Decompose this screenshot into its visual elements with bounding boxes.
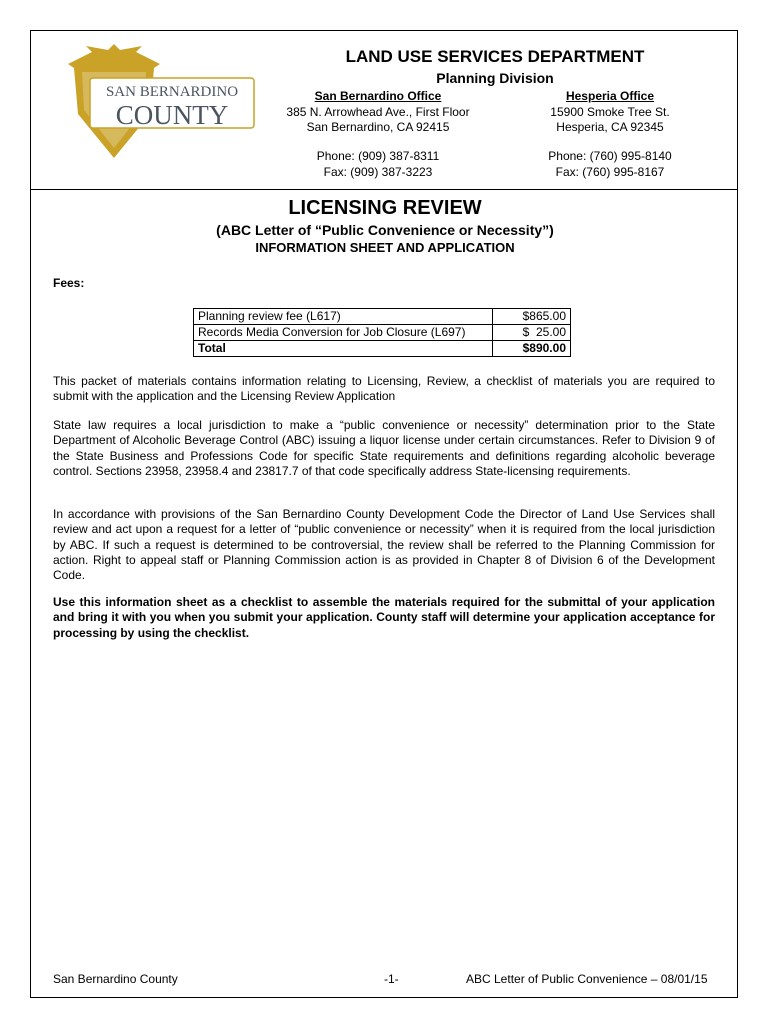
table-row [194, 309, 571, 325]
office-san-bernardino [268, 89, 488, 136]
office-hesperia [500, 89, 720, 136]
fee-total-amount: $890.00 [493, 341, 571, 357]
fee-amount: $865.00 [493, 309, 571, 325]
fee-description: Planning review fee (L617) [194, 309, 493, 325]
table-row [194, 325, 571, 341]
logo-line2: COUNTY [115, 100, 229, 130]
page-title: LICENSING REVIEW [288, 197, 482, 219]
paragraph-development-code: In accordance with provisions of the San Bernardino County Development Code the Director of Land Use Services shall review and act upon a request for a letter of “public convenience or necessity” when it is required from the local jurisdiction by ABC. If such a request is determined to be controversial, the review shall be referred to the Planning Commission for action. Right to appeal staff or Planning Commission action is as provided in Chapter 8 of Division 6 of the Development Code. [53, 507, 715, 583]
fee-description: Records Media Conversion for Job Closure (L697) [194, 325, 493, 341]
paragraph-checklist-instruction: Use this information sheet as a checklist to assemble the materials required for the submittal of your application and bring it with you when you submit your application. County staff will determine your application acceptance for processing by using the checklist. [53, 595, 715, 640]
paragraph-state-law: State law requires a local jurisdiction to make a “public convenience or necessity” determination prior to the State Department of Alcoholic Beverage Control (ABC) issuing a liquor license under certain circumstances. Refer to Division 9 of the State Business and Professions Code for specific State requirements and definitions regarding alcoholic beverage control. Sections 23958, 23958.4 and 23817.7 of that code specifically address State-licensing requirements. [53, 418, 715, 478]
office-phone: Phone: (909) 387-8311 [316, 149, 440, 163]
fees-label: Fees: [53, 276, 85, 290]
office-fax: Fax: (909) 387-3223 [323, 164, 433, 179]
page-subtitle-2: INFORMATION SHEET AND APPLICATION [255, 240, 515, 255]
office-address1: 385 N. Arrowhead Ave., First Floor [286, 104, 470, 119]
office-hesperia-contact [500, 149, 720, 180]
office-address2: Hesperia, CA 92345 [556, 120, 664, 134]
page-subtitle: (ABC Letter of “Public Convenience or Necessity”) [216, 222, 554, 238]
footer-page-number: -1- [384, 972, 399, 986]
office-fax: Fax: (760) 995-8167 [555, 164, 665, 179]
footer-left: San Bernardino County [53, 972, 178, 986]
county-logo [50, 44, 255, 162]
table-row-total [194, 341, 571, 357]
paragraph-intro: This packet of materials contains information relating to Licensing, Review, a checklist of materials you are required to submit with the application and the Licensing Review Application [53, 374, 715, 404]
office-name: Hesperia Office [565, 89, 655, 103]
division-name: Planning Division [436, 70, 554, 86]
department-name: LAND USE SERVICES DEPARTMENT [345, 47, 645, 66]
header-divider [30, 189, 738, 190]
fees-table [193, 308, 571, 357]
logo-line1: SAN BERNARDINO [105, 84, 239, 100]
fee-amount: $ 25.00 [493, 325, 571, 341]
office-san-bernardino-contact [268, 149, 488, 180]
office-address1: 15900 Smoke Tree St. [550, 104, 670, 119]
fee-total-label: Total [194, 341, 493, 357]
footer-right: ABC Letter of Public Convenience – 08/01/15 [466, 972, 708, 986]
office-address2: San Bernardino, CA 92415 [306, 120, 450, 134]
office-phone: Phone: (760) 995-8140 [548, 149, 672, 163]
office-name: San Bernardino Office [314, 89, 442, 103]
